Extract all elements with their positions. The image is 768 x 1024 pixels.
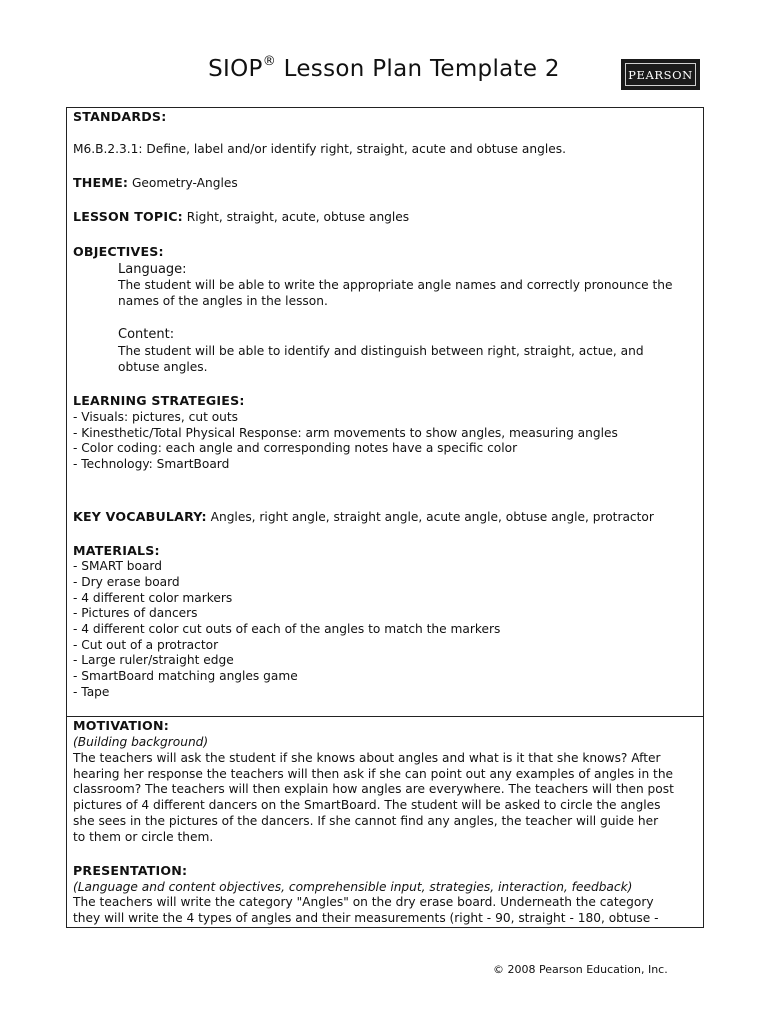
learning-strategies-heading: LEARNING STRATEGIES:: [73, 393, 245, 408]
theme-value: Geometry-Angles: [128, 176, 238, 190]
materials-item: - SmartBoard matching angles game: [73, 669, 298, 683]
lesson-topic-row: [73, 209, 409, 224]
motivation-line: The teachers will ask the student if she knows about angles and what is it that she knows? After: [73, 751, 661, 765]
materials-item: - Large ruler/straight edge: [73, 653, 234, 667]
key-vocabulary-label: KEY VOCABULARY:: [73, 509, 207, 524]
motivation-subheading: (Building background): [73, 735, 209, 749]
objectives-language-line: names of the angles in the lesson.: [118, 294, 328, 308]
presentation-subheading: (Language and content objectives, comprehensible input, strategies, interaction, feedback): [73, 880, 633, 894]
motivation-line: pictures of 4 different dancers on the SmartBoard. The student will be asked to circle the angles: [73, 798, 661, 812]
materials-item: - Cut out of a protractor: [73, 638, 219, 652]
materials-heading: MATERIALS:: [73, 543, 160, 558]
materials-item: - Pictures of dancers: [73, 606, 198, 620]
learning-strategy-item: - Color coding: each angle and corresponding notes have a specific color: [73, 441, 518, 455]
motivation-heading: MOTIVATION:: [73, 718, 169, 733]
objectives-content-line: The student will be able to identify and distinguish between right, straight, actue, and: [118, 344, 644, 358]
lesson-plan-box-upper: [66, 107, 704, 717]
objectives-language-label: Language:: [118, 262, 187, 277]
lesson-topic-value: Right, straight, acute, obtuse angles: [182, 210, 410, 224]
learning-strategy-item: - Kinesthetic/Total Physical Response: arm movements to show angles, measuring angles: [73, 426, 618, 440]
materials-item: - Tape: [73, 685, 110, 699]
lesson-topic-label: LESSON TOPIC:: [73, 209, 183, 224]
standards-text: M6.B.2.3.1: Define, label and/or identify right, straight, acute and obtuse angles.: [73, 142, 566, 156]
objectives-content-label: Content:: [118, 327, 175, 342]
motivation-line: to them or circle them.: [73, 830, 214, 844]
standards-heading: STANDARDS:: [73, 109, 167, 124]
lesson-plan-box-lower: [66, 716, 704, 928]
theme-row: [73, 175, 238, 190]
motivation-line: classroom? The teachers will then explain how angles are everywhere. The teachers will then post: [73, 782, 674, 796]
theme-label: THEME:: [73, 175, 129, 190]
materials-item: - 4 different color markers: [73, 591, 233, 605]
motivation-line: hearing her response the teachers will then ask if she can point out any examples of angles in the: [73, 767, 674, 781]
page-title: SIOP® Lesson Plan Template 2: [208, 54, 560, 82]
learning-strategy-item: - Visuals: pictures, cut outs: [73, 410, 239, 424]
objectives-heading: OBJECTIVES:: [73, 244, 164, 259]
materials-item: - SMART board: [73, 559, 162, 573]
objectives-content-line: obtuse angles.: [118, 360, 208, 374]
presentation-heading: PRESENTATION:: [73, 863, 188, 878]
presentation-line: The teachers will write the category "Angles" on the dry erase board. Underneath the category: [73, 895, 654, 909]
objectives-language-line: The student will be able to write the appropriate angle names and correctly pronounce the: [118, 278, 673, 292]
learning-strategy-item: - Technology: SmartBoard: [73, 457, 230, 471]
motivation-line: she sees in the pictures of the dancers. If she cannot find any angles, the teacher will guide her: [73, 814, 659, 828]
presentation-line: they will write the 4 types of angles and their measurements (right - 90, straight - 180, obtuse -: [73, 911, 659, 925]
key-vocabulary-row: [73, 509, 654, 524]
copyright-footer: © 2008 Pearson Education, Inc.: [493, 963, 668, 976]
materials-item: - Dry erase board: [73, 575, 180, 589]
pearson-logo: [621, 59, 700, 90]
materials-item: - 4 different color cut outs of each of the angles to match the markers: [73, 622, 501, 636]
pearson-logo-text: PEARSON: [625, 63, 696, 86]
key-vocabulary-value: Angles, right angle, straight angle, acute angle, obtuse angle, protractor: [206, 510, 654, 524]
